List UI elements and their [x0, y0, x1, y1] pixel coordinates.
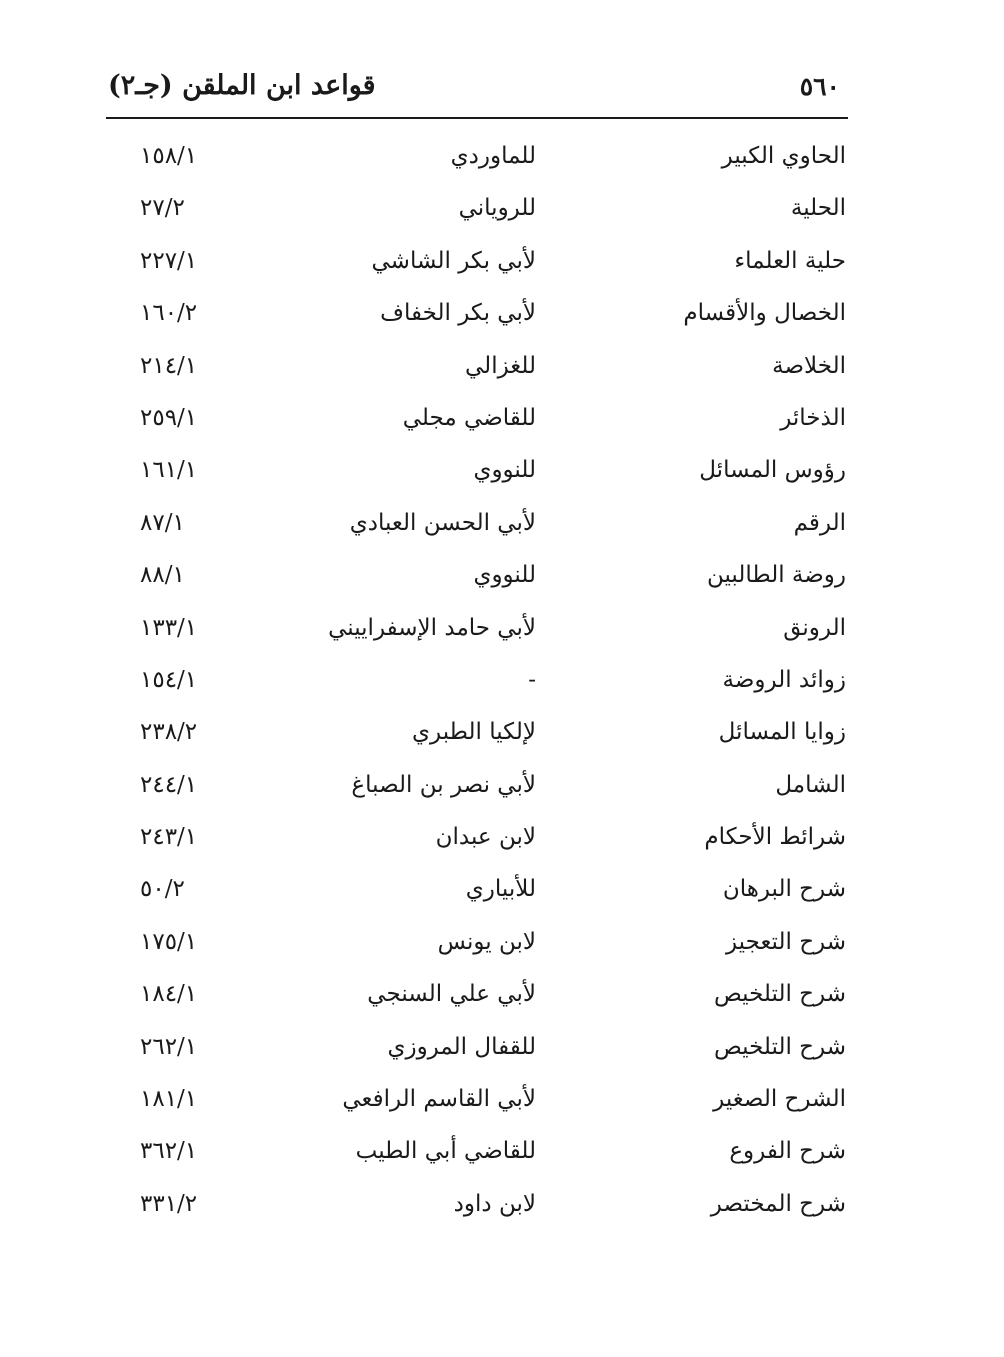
entry-title: الشرح الصغير — [713, 1086, 846, 1113]
entry-title: الحلية — [790, 195, 846, 222]
entry-author: لابن عبدان — [435, 824, 536, 851]
entry-author: للقاضي أبي الطيب — [355, 1138, 536, 1165]
entry-title: الرونق — [783, 614, 846, 641]
entry-reference: ٢١٤/١ — [140, 352, 198, 379]
entry-title: زوايا المسائل — [718, 719, 846, 746]
index-entry — [0, 340, 1004, 392]
entry-reference: ٢٦٢/١ — [140, 1033, 198, 1060]
entry-reference: ٢٤٤/١ — [140, 771, 198, 798]
entry-author: لأبي علي السنجي — [367, 981, 536, 1008]
index-entry — [0, 1125, 1004, 1177]
entry-author: لإلكيا الطبري — [412, 719, 536, 746]
entry-reference: ٨٨/١ — [140, 562, 185, 589]
index-entries — [0, 130, 1004, 1230]
entry-title: الخصال والأقسام — [683, 300, 846, 327]
index-entry — [0, 1178, 1004, 1230]
entry-title: شرح التلخيص — [713, 1033, 846, 1060]
entry-title: حلية العلماء — [734, 247, 846, 274]
entry-title: شرح التعجيز — [725, 928, 846, 955]
entry-reference: ٨٧/١ — [140, 509, 185, 536]
entry-title: روضة الطالبين — [706, 562, 846, 589]
index-entry — [0, 444, 1004, 496]
entry-reference: ٢٥٩/١ — [140, 404, 198, 431]
index-entry — [0, 549, 1004, 601]
entry-reference: ١٥٤/١ — [140, 666, 198, 693]
entry-author: - — [528, 666, 536, 693]
entry-reference: ٣٦٢/١ — [140, 1138, 198, 1165]
entry-reference: ١٨٤/١ — [140, 981, 198, 1008]
entry-reference: ١٥٨/١ — [140, 143, 198, 169]
index-entry — [0, 1073, 1004, 1125]
entry-author: للقاضي مجلي — [402, 404, 536, 431]
entry-reference: ٢٤٣/١ — [140, 824, 198, 851]
index-entry — [0, 182, 1004, 234]
entry-author: لأبي القاسم الرافعي — [342, 1086, 536, 1113]
book-title: قواعد ابن الملقن (جـ٢) — [108, 70, 376, 101]
entry-title: شرح التلخيص — [713, 981, 846, 1008]
entry-reference: ٥٠/٢ — [140, 876, 185, 903]
entry-reference: ١٦٠/٢ — [140, 300, 198, 327]
index-entry — [0, 863, 1004, 915]
entry-reference: ١٦١/١ — [140, 457, 198, 484]
entry-title: الخلاصة — [772, 352, 846, 379]
index-entry — [0, 130, 1004, 182]
entry-author: لأبي الحسن العبادي — [349, 509, 536, 536]
entry-author: لابن يونس — [437, 928, 536, 955]
entry-author: لأبي حامد الإسفراييني — [328, 614, 536, 641]
entry-reference: ٢٧/٢ — [140, 195, 185, 222]
entry-author: للنووي — [473, 562, 536, 589]
entry-author: للروياني — [458, 195, 536, 222]
entry-title: شرح الفروع — [729, 1138, 846, 1165]
entry-author: لأبي بكر الخفاف — [380, 300, 536, 327]
entry-reference: ٢٣٨/٢ — [140, 719, 198, 746]
page-number: ٥٦٠ — [799, 72, 840, 101]
index-entry — [0, 287, 1004, 339]
page-header — [108, 70, 844, 114]
entry-title: الذخائر — [780, 404, 846, 431]
entry-title: الرقم — [793, 509, 846, 536]
index-entry — [0, 654, 1004, 706]
index-entry — [0, 759, 1004, 811]
index-entry — [0, 811, 1004, 863]
entry-author: للأبياري — [465, 876, 536, 903]
entry-reference: ١٨١/١ — [140, 1086, 198, 1113]
index-entry — [0, 968, 1004, 1020]
entry-author: لأبي بكر الشاشي — [371, 247, 536, 274]
entry-title: شرح المختصر — [710, 1190, 846, 1217]
entry-author: للقفال المروزي — [387, 1033, 536, 1060]
entry-title: الشامل — [775, 771, 846, 798]
index-entry — [0, 497, 1004, 549]
index-entry — [0, 706, 1004, 758]
header-divider — [106, 117, 848, 119]
index-entry — [0, 235, 1004, 287]
entry-author: لابن داود — [453, 1190, 536, 1217]
entry-author: للنووي — [473, 457, 536, 484]
entry-title: زوائد الروضة — [722, 666, 846, 693]
entry-title: شرح البرهان — [722, 876, 846, 903]
entry-title: شرائط الأحكام — [704, 824, 846, 851]
entry-title: رؤوس المسائل — [699, 457, 846, 484]
entry-author: لأبي نصر بن الصباغ — [351, 771, 536, 798]
index-entry — [0, 916, 1004, 968]
index-entry — [0, 1021, 1004, 1073]
index-entry — [0, 602, 1004, 654]
entry-reference: ١٧٥/١ — [140, 928, 198, 955]
entry-title: الحاوي الكبير — [721, 143, 846, 169]
entry-reference: ١٣٣/١ — [140, 614, 198, 641]
entry-reference: ٣٣١/٢ — [140, 1190, 198, 1217]
entry-reference: ٢٢٧/١ — [140, 247, 198, 274]
index-entry — [0, 392, 1004, 444]
entry-author: للماوردي — [450, 143, 536, 169]
entry-author: للغزالي — [465, 352, 536, 379]
